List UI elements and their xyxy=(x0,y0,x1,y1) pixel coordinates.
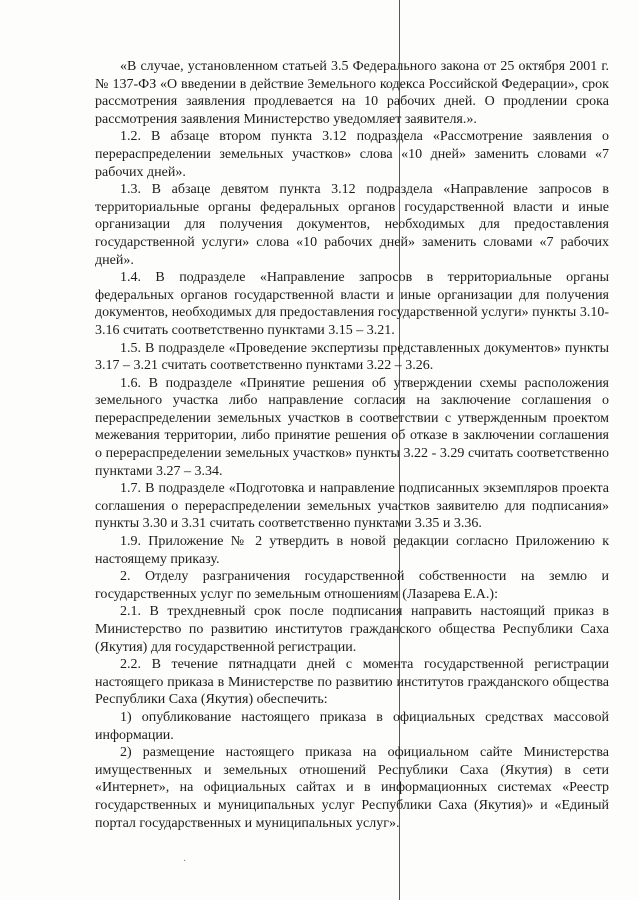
paragraph-1-9: 1.9. Приложение № 2 утвердить в новой редакции согласно Приложению к настоящему приказу. xyxy=(95,534,609,567)
paragraph-1-4: 1.4. В подразделе «Направление запросов в территориальные органы федеральных органов государственной власти и иные организации для получения документов, необходимых для предоставления государственной услуги» пункты 3.10-3.16 считать соответственно пунктами 3.15 – 3.21. xyxy=(95,270,609,338)
paragraph-2-1: 2.1. В трехдневный срок после подписания направить настоящий приказ в Министерство по развитию институтов гражданского общества Республики Саха (Якутия) для государственной регистрации. xyxy=(95,604,609,655)
paragraph-2-2: 2.2. В течение пятнадцати дней с момента государственной регистрации настоящего приказа в Министерстве по развитию институтов гражданского общества Республики Саха (Якутия) обеспечить: xyxy=(95,657,609,708)
paragraph-1-2: 1.2. В абзаце втором пункта 3.12 подраздела «Рассмотрение заявления о перераспределении земельных участков» слова «10 дней» заменить словами «7 рабочих дней». xyxy=(95,129,609,180)
scan-speck: · xyxy=(183,856,187,867)
paragraph-quote-3-5: «В случае, установленном статьей 3.5 Федерального закона от 25 октября 2001 г. № 137-ФЗ «О введении в действие Земельного кодекса Российской Федерации», срок рассмотрения заявления продлевается на 10 рабочих дней. О продлении срока рассмотрения заявления Министерство уведомляет заявителя.». xyxy=(95,59,609,127)
paragraph-1-6: 1.6. В подразделе «Принятие решения об утверждении схемы расположения земельного участка либо направление согласия на заключение соглашения о перераспределении земельных участков в соответствии с утвержденным проектом межевания территории, либо принятие решения об отказе в заключении соглашения о перераспределении земельных участков» пункты 3.22 - 3.29 считать соответственно пунктами 3.27 – 3.34. xyxy=(95,375,609,479)
document-body xyxy=(95,58,609,832)
paragraph-item-1: 1) опубликование настоящего приказа в официальных средствах массовой информации. xyxy=(95,709,609,743)
paragraph-item-2: 2) размещение настоящего приказа на официальном сайте Министерства имущественных и земельных отношений Республики Саха (Якутия) в сети «Интернет», на официальных сайтах и в информационных системах «Реестр государственных и муниципальных услуг Республики Саха (Якутия)» и «Единый портал государственных и муниципальных услуг». xyxy=(95,745,609,831)
paragraph-1-5: 1.5. В подразделе «Проведение экспертизы представленных документов» пункты 3.17 – 3.21 считать соответственно пунктами 3.22 – 3.26. xyxy=(95,340,609,374)
paragraph-2: 2. Отделу разграничения государственной собственности на землю и государственных услуг по земельным отношениям (Лазарева Е.А.): xyxy=(95,569,609,602)
paragraph-1-3: 1.3. В абзаце девятом пункта 3.12 подраздела «Направление запросов в территориальные органы федеральных органов государственной власти и иные организации для получения документов, необходимых для предоставления государственной услуги» слова «10 рабочих дней» заменить словами «7 рабочих дней». xyxy=(95,182,609,268)
paragraph-1-7: 1.7. В подразделе «Подготовка и направление подписанных экземпляров проекта соглашения о перераспределении земельных участков заявителю для подписания» пункты 3.30 и 3.31 считать соответственно пунктами 3.35 и 3.36. xyxy=(95,481,609,532)
